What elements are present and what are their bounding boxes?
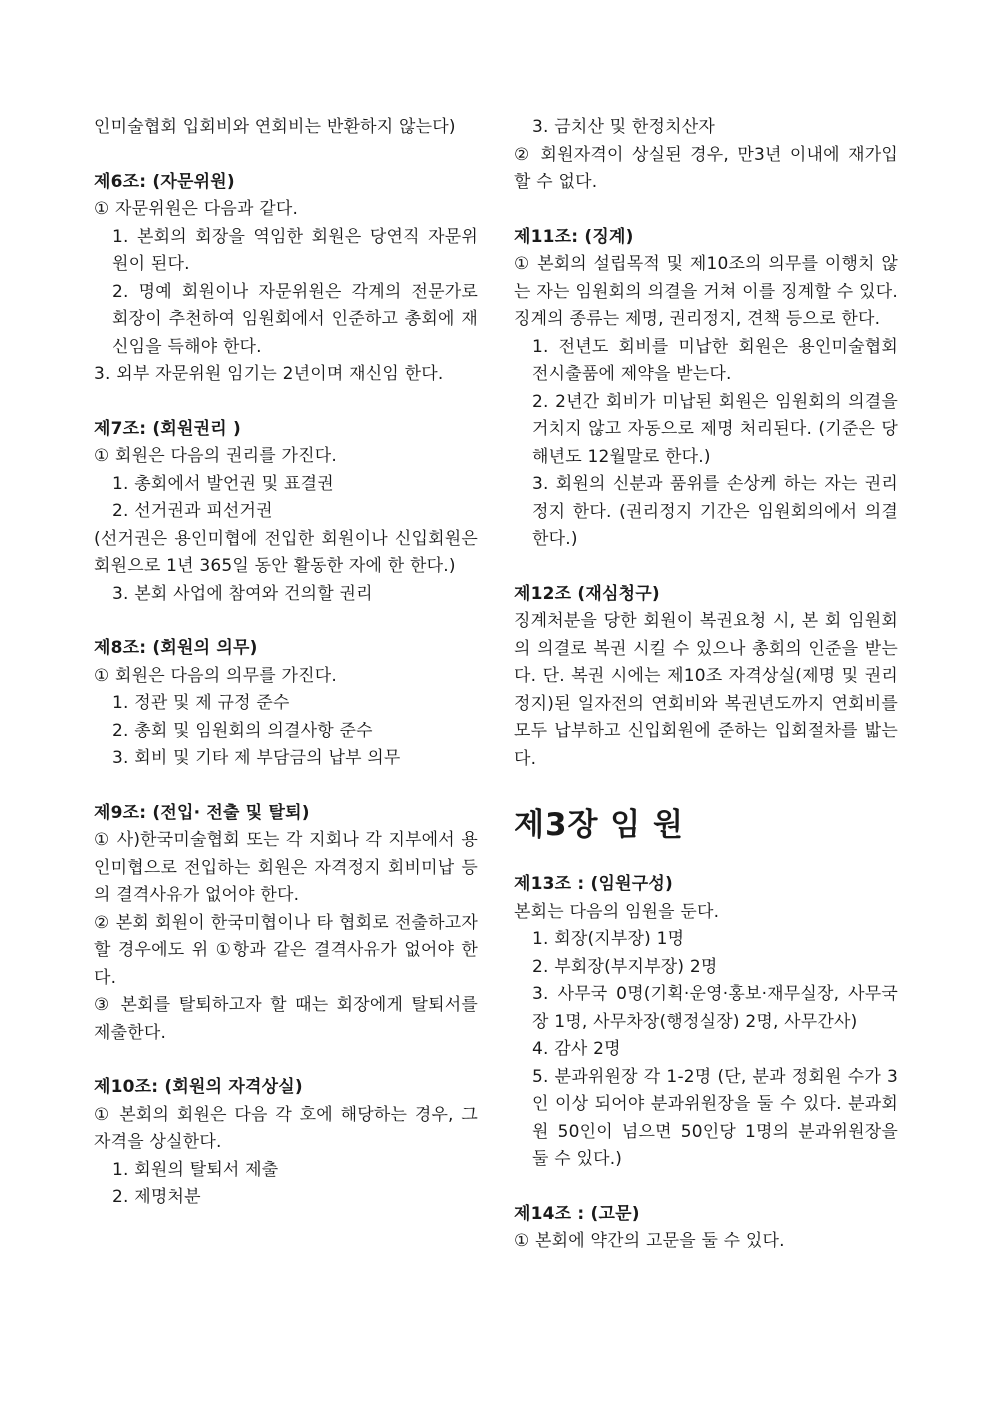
article-9-clause: ② 본회 회원이 한국미협이나 타 협회로 전출하고자 할 경우에도 위 ①항과 같은 결격사유가 없어야 한다. (94, 912, 478, 988)
article-14-clause: ① 본회에 약간의 고문을 둘 수 있다. (514, 1231, 785, 1251)
article-11-clause: ① 본회의 설립목적 및 제10조의 의무를 이행치 않는 자는 임원회의 의결을 거쳐 이를 징계할 수 있다. 징계의 종류는 제명, 권리정지, 견책 등으로 한다. (514, 254, 898, 329)
article-12-heading: 제12조 (재심청구) (514, 583, 660, 604)
article-10-item: 1. 회원의 탈퇴서 제출 (112, 1159, 279, 1180)
article-6-heading: 제6조: (자문위원) (94, 171, 235, 192)
article-13-heading: 제13조 : (임원구성) (514, 874, 673, 894)
article-10-item: 2. 제명처분 (112, 1187, 201, 1207)
article-8-item: 3. 회비 및 기타 제 부담금의 납부 의무 (112, 748, 401, 768)
article-7-item: 3. 본회 사업에 참여와 건의할 권리 (112, 583, 373, 604)
article-9-heading: 제9조: (전입· 전출 및 탈퇴) (94, 802, 310, 823)
article-10-clause: ② 회원자격이 상실된 경우, 만3년 이내에 재가입 할 수 없다. (514, 144, 898, 192)
article-7-clause: ① 회원은 다음의 권리를 가진다. (94, 446, 337, 466)
article-7-item: 2. 선거권과 피선거권 (112, 501, 273, 521)
article-13-item: 1. 회장(지부장) 1명 (532, 929, 685, 949)
article-6-item: 3. 외부 자문위원 임기는 2년이며 재신임 한다. (94, 364, 444, 384)
article-12-body: 징계처분을 당한 회원이 복권요청 시, 본 회 임원회의 의결로 복권 시킬 수 있으나 총회의 인준을 받는다. 단. 복권 시에는 제10조 자격상실(제명 및 권리정지)된 일자전의 연회비와 복권년도까지 연회비를 모두 납부하고 신입회원에 준하는 입회절차를 밟는다. (514, 611, 898, 769)
article-8-item: 2. 총회 및 임원회의 의결사항 준수 (112, 720, 373, 741)
article-8-clause: ① 회원은 다음의 의무를 가진다. (94, 665, 337, 686)
article-8-item: 1. 정관 및 제 규정 준수 (112, 693, 290, 713)
article-11-item: 1. 전년도 회비를 미납한 회원은 용인미술협회 전시출품에 제약을 받는다. (532, 336, 898, 384)
continuation-text: 인미술협회 입회비와 연회비는 반환하지 않는다) (94, 117, 456, 137)
article-10-item: 3. 금치산 및 한정치산자 (532, 117, 716, 137)
article-10-heading: 제10조: (회원의 자격상실) (94, 1077, 303, 1097)
article-13-item: 2. 부회장(부지부장) 2명 (532, 956, 718, 977)
article-10-clause: ① 본회의 회원은 다음 각 호에 해당하는 경우, 그 자격을 상실한다. (94, 1104, 478, 1152)
article-11-item: 3. 회원의 신분과 품위를 손상케 하는 자는 권리정지 한다. (권리정지 기간은 임원회의에서 의결한다.) (532, 474, 898, 549)
article-7-note: (선거권은 용인미협에 전입한 회원이나 신입회원은 회원으로 1년 365일 동안 활동한 자에 한 한다.) (94, 528, 478, 576)
article-9-clause: ③ 본회를 탈퇴하고자 할 때는 회장에게 탈퇴서를 제출한다. (94, 995, 478, 1043)
article-6-item: 1. 본회의 회장을 역임한 회원은 당연직 자문위원이 된다. (112, 226, 478, 274)
article-7-item: 1. 총회에서 발언권 및 표결권 (112, 473, 334, 494)
left-column (94, 114, 478, 1212)
article-7-heading: 제7조: (회원권리 ) (94, 418, 241, 439)
article-14-heading: 제14조 : (고문) (514, 1203, 640, 1224)
article-11-heading: 제11조: (징계) (514, 226, 634, 247)
article-11-item: 2. 2년간 회비가 미납된 회원은 임원회의 의결을 거치지 않고 자동으로 제명 처리된다. (기준은 당해년도 12월말로 한다.) (532, 391, 898, 467)
article-9-clause: ① 사)한국미술협회 또는 각 지회나 각 지부에서 용인미협으로 전입하는 회원은 자격정지 회비미납 등의 결격사유가 없어야 한다. (94, 830, 478, 905)
right-column (514, 114, 898, 1256)
article-13-item: 5. 분과위원장 각 1-2명 (단, 분과 정회원 수가 3인 이상 되어야 분과위원장을 둘 수 있다. 분과회원 50인이 넘으면 50인당 1명의 분과위원장을 둘 수 있다.) (532, 1066, 898, 1169)
article-13-clause: 본회는 다음의 임원을 둔다. (514, 901, 720, 922)
article-13-item: 4. 감사 2명 (532, 1039, 621, 1059)
chapter-3-title: 제3장 임 원 (514, 807, 684, 843)
article-6-clause: ① 자문위원은 다음과 같다. (94, 199, 299, 219)
article-8-heading: 제8조: (회원의 의무) (94, 638, 258, 658)
article-6-item: 2. 명예 회원이나 자문위원은 각계의 전문가로 회장이 추천하여 임원회에서 인준하고 총회에 재신임을 득해야 한다. (112, 281, 478, 357)
article-13-item: 3. 사무국 0명(기획·운영·홍보·재무실장, 사무국장 1명, 사무차장(행정실장) 2명, 사무간사) (532, 984, 898, 1032)
